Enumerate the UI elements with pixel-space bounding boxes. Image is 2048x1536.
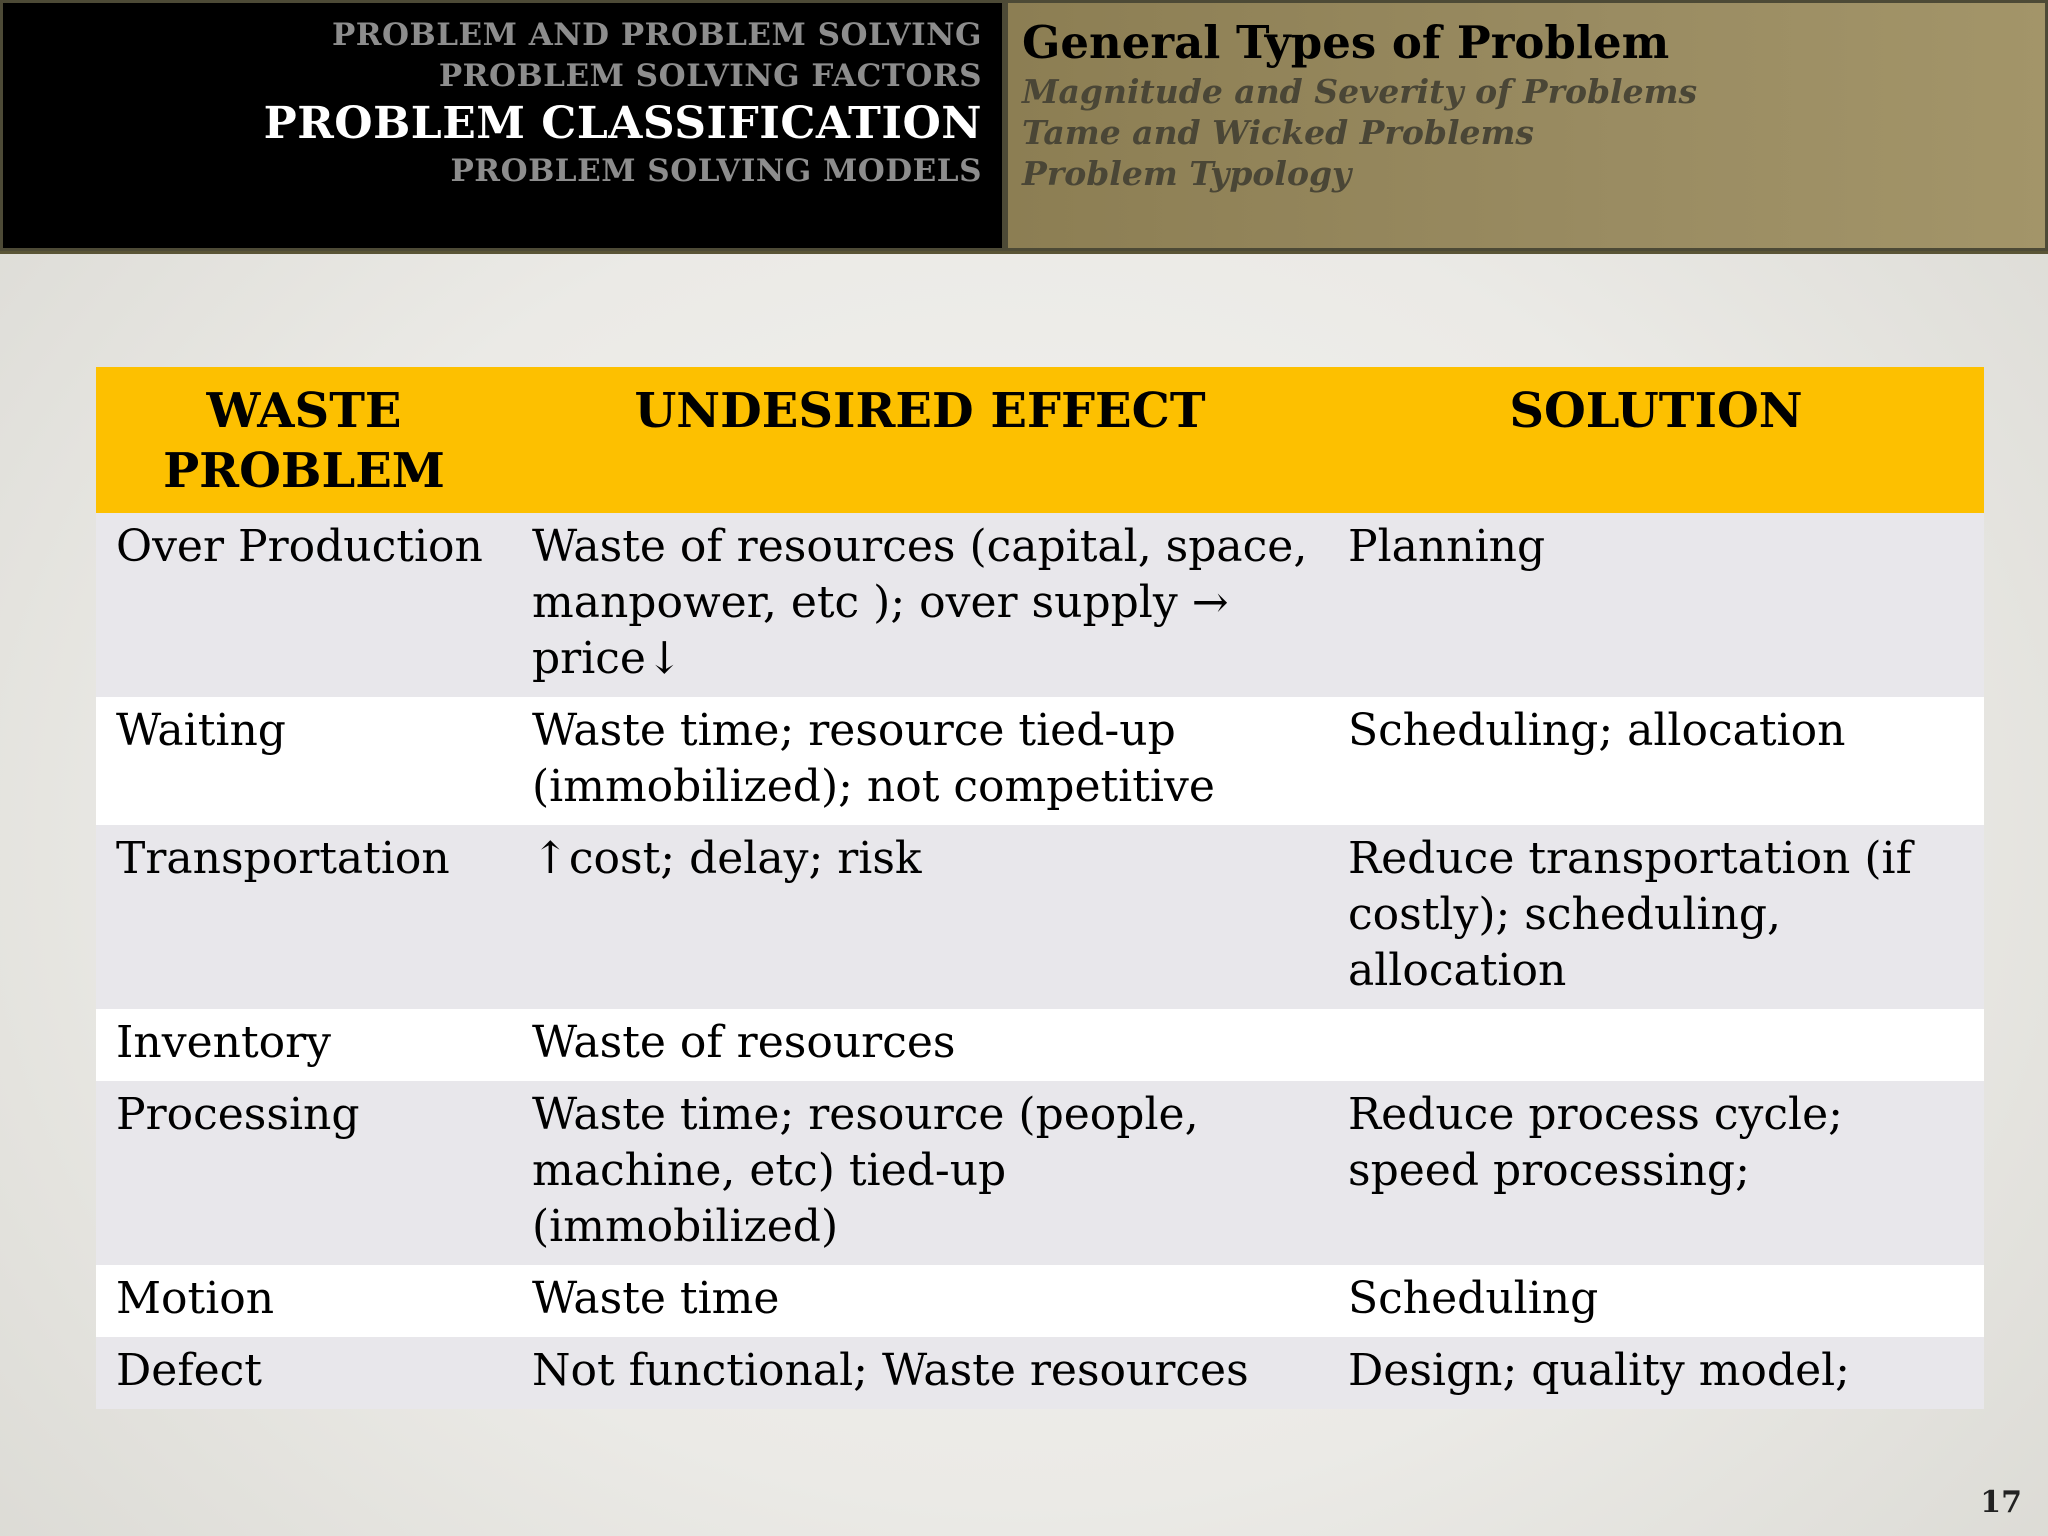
cell-waste: Transportation (96, 825, 512, 1009)
cell-effect: ↑cost; delay; risk (512, 825, 1328, 1009)
section-panel (1005, 0, 2048, 251)
header-waste-problem (96, 367, 512, 513)
cell-solution: Design; quality model; (1328, 1337, 1984, 1409)
header-solution: SOLUTION (1328, 367, 1984, 513)
table-header-row (96, 367, 1984, 513)
table-row (96, 1081, 1984, 1265)
cell-solution: Planning (1328, 513, 1984, 697)
cell-solution: Reduce transportation (if costly); scheduling, allocation (1328, 825, 1984, 1009)
cell-effect: Waste time; resource (people, machine, etc) tied-up (immobilized) (512, 1081, 1328, 1265)
subsection-tame-wicked[interactable]: Tame and Wicked Problems (1022, 113, 1534, 152)
cell-effect: Not functional; Waste resources (512, 1337, 1328, 1409)
table-row (96, 825, 1984, 1009)
table-row (96, 1337, 1984, 1409)
cell-solution (1328, 1009, 1984, 1081)
nav-item-problem-and-problem-solving[interactable]: PROBLEM AND PROBLEM SOLVING (331, 17, 982, 53)
cell-waste: Defect (96, 1337, 512, 1409)
chapter-nav (0, 0, 1005, 251)
section-title: General Types of Problem (1022, 16, 1670, 69)
cell-effect: Waste of resources (512, 1009, 1328, 1081)
nav-item-problem-classification[interactable]: PROBLEM CLASSIFICATION (263, 98, 982, 149)
subsection-magnitude-severity[interactable]: Magnitude and Severity of Problems (1022, 72, 1698, 111)
header-waste-line2: PROBLEM (163, 443, 445, 499)
table-row (96, 697, 1984, 825)
cell-effect: Waste of resources (capital, space, manpower, etc ); over supply → price↓ (512, 513, 1328, 697)
waste-problem-table (96, 367, 1984, 1409)
table-row (96, 1009, 1984, 1081)
header-undesired-effect: UNDESIRED EFFECT (512, 367, 1328, 513)
table-row (96, 1265, 1984, 1337)
cell-waste: Processing (96, 1081, 512, 1265)
subsection-problem-typology[interactable]: Problem Typology (1022, 154, 1352, 193)
page-number: 17 (1980, 1485, 2022, 1520)
nav-item-problem-solving-models[interactable]: PROBLEM SOLVING MODELS (450, 153, 982, 189)
table-row (96, 513, 1984, 697)
cell-waste: Motion (96, 1265, 512, 1337)
header-waste-line1: WASTE (206, 383, 402, 439)
cell-effect: Waste time; resource tied-up (immobilized); not competitive (512, 697, 1328, 825)
cell-effect: Waste time (512, 1265, 1328, 1337)
cell-solution: Scheduling; allocation (1328, 697, 1984, 825)
cell-waste: Inventory (96, 1009, 512, 1081)
cell-waste: Over Production (96, 513, 512, 697)
slide-header (0, 0, 2048, 254)
cell-waste: Waiting (96, 697, 512, 825)
cell-solution: Scheduling (1328, 1265, 1984, 1337)
cell-solution: Reduce process cycle; speed processing; (1328, 1081, 1984, 1265)
nav-item-problem-solving-factors[interactable]: PROBLEM SOLVING FACTORS (438, 58, 982, 94)
